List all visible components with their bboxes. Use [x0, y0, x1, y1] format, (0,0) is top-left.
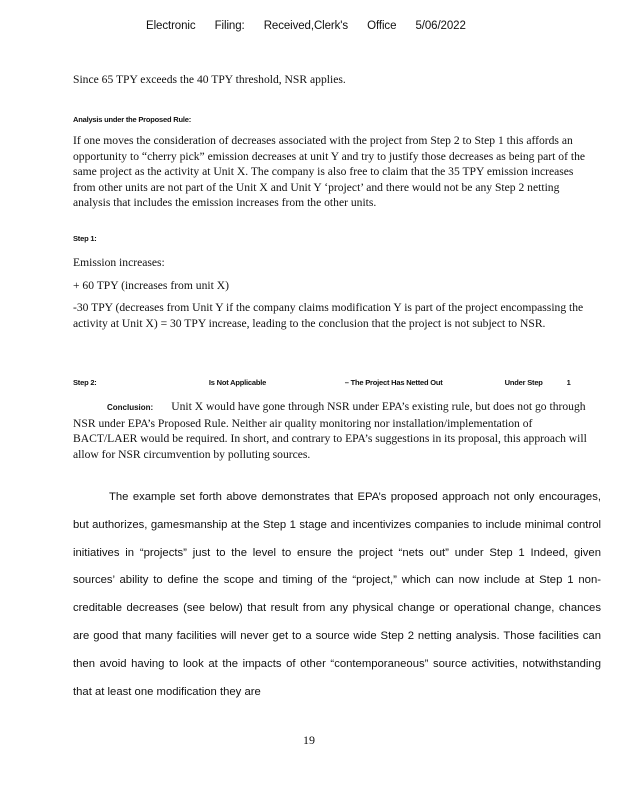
increase-line: + 60 TPY (increases from unit X) [73, 279, 229, 292]
step2-under-step: Under Step [504, 378, 543, 387]
step2-label: Step 2: [73, 378, 97, 387]
step2-project-netted: – The Project Has Netted Out [344, 378, 443, 387]
page-number: 19 [303, 733, 315, 747]
main-paragraph: The example set forth above demonstrates that EPA’s proposed approach not only encourages, but authorizes, gamesmanship at the Step 1 stage and incentivizes companies to include minimal control initiatives in “projects” just to the level to ensure the project “nets out” under Step 1 Indeed, given sources’ ability to define the scope and timing of the “project,” which can now include at Step 1 non-creditable decreases (see below) that result from any physical change or operational change, chances are good that many facilities will never get to a source wide Step 2 netting analysis. Those facilities can then avoid having to look at the impacts of other “contemporaneous” source activities, notwithstanding that at least one modification they are [73, 491, 601, 698]
conclusion-text: Unit X would have gone through NSR under EPA’s existing rule, but does not go through NSR under EPA’s Proposed Rule. Neither air quality monitoring nor installation/implementation of BACT/LAER would be required. In short, and contrary to EPA’s suggestions in its proposal, this approach will allow for NSR circumvention by polluting sources. [73, 400, 587, 461]
header-date: 5/06/2022 [415, 20, 466, 32]
emission-increases-label: Emission increases: [73, 256, 165, 269]
header-filing: Filing: [214, 20, 245, 32]
conclusion-paragraph [73, 399, 593, 462]
step2-not-applicable: Is Not Applicable [208, 378, 267, 387]
main-body [73, 484, 601, 706]
header-office: Office [367, 20, 397, 32]
step2-heading [73, 378, 593, 387]
decrease-paragraph: -30 TPY (decreases from Unit Y if the company claims modification Y is part of the project encompassing the activity at Unit X) = 30 TPY increase, leading to the conclusion that the project is not subject to NSR. [73, 301, 584, 330]
threshold-line: Since 65 TPY exceeds the 40 TPY threshold, NSR applies. [73, 73, 346, 86]
step1-heading: Step 1: [73, 234, 97, 243]
header-received: Received,Clerk's [263, 20, 349, 32]
filing-header [146, 20, 466, 32]
analysis-heading: Analysis under the Proposed Rule: [73, 115, 192, 124]
analysis-paragraph: If one moves the consideration of decreases associated with the project from Step 2 to Step 1 this affords an opportunity to “cherry pick” emission decreases at unit Y and try to justify those decreases as being part of the same project as the activity at Unit X. The company is also free to claim that the 35 TPY emission increases from other units are not part of the Unit X and Unit Y ‘project’ and there would not be any Step 2 netting analysis that includes the emission increases from the other units. [73, 134, 586, 210]
step2-number: 1 [566, 378, 571, 387]
conclusion-label: Conclusion: [107, 403, 154, 412]
header-electronic: Electronic [146, 20, 196, 32]
